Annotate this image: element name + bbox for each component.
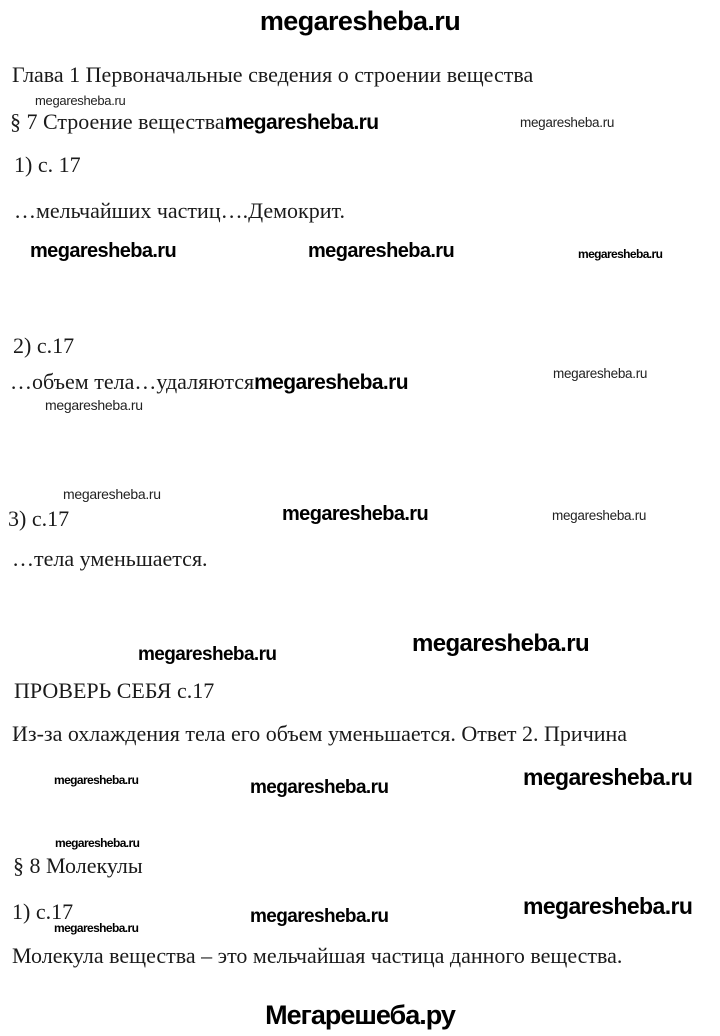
site-watermark: megaresheba.ru [578, 247, 663, 261]
site-watermark: megaresheba.ru [55, 836, 140, 850]
site-watermark: megaresheba.ru [54, 921, 139, 935]
site-watermark: megaresheba.ru [224, 111, 379, 134]
section-8-heading: § 8 Молекулы [13, 853, 143, 878]
site-watermark: megaresheba.ru [412, 630, 590, 657]
site-watermark: megaresheba.ru [45, 397, 143, 413]
task-2-label: 2) с.17 [13, 333, 75, 358]
site-watermark: megaresheba.ru [308, 240, 455, 262]
task-3-label: 3) с.17 [8, 506, 70, 531]
section-8-task-1-answer: Молекула вещества – это мельчайшая частица данного вещества. [12, 943, 623, 968]
site-watermark: megaresheba.ru [523, 764, 693, 790]
task-2-answer-row [10, 369, 408, 395]
site-watermark-header: megaresheba.ru [259, 6, 461, 36]
site-watermark: megaresheba.ru [250, 777, 389, 798]
site-watermark: megaresheba.ru [250, 906, 389, 927]
site-watermark: megaresheba.ru [553, 366, 648, 381]
site-watermark: megaresheba.ru [54, 773, 139, 787]
site-watermark: megaresheba.ru [520, 115, 615, 130]
task-1-answer: …мельчайших частиц….Демокрит. [14, 198, 345, 223]
site-watermark: megaresheba.ru [254, 371, 408, 394]
site-watermark: megaresheba.ru [138, 644, 277, 665]
site-watermark: megaresheba.ru [523, 893, 693, 919]
task-3-answer: …тела уменьшается. [12, 546, 208, 571]
section-7-heading-row [10, 109, 378, 135]
chapter-title: Глава 1 Первоначальные сведения о строении вещества [12, 62, 534, 87]
site-watermark: megaresheba.ru [63, 486, 161, 502]
section-7-heading: § 7 Строение вещества [10, 109, 225, 134]
site-watermark: megaresheba.ru [35, 93, 126, 108]
site-watermark: megaresheba.ru [282, 503, 429, 525]
task-2-answer: …объем тела…удаляются [10, 369, 255, 394]
task-1-label: 1) с. 17 [14, 152, 81, 177]
section-8-task-1-label: 1) с.17 [12, 899, 74, 924]
check-yourself-answer: Из-за охлаждения тела его объем уменьшается. Ответ 2. Причина [12, 721, 628, 746]
check-yourself-heading: ПРОВЕРЬ СЕБЯ с.17 [14, 678, 215, 703]
footer-brand: Мегарешеба.ру [265, 1000, 455, 1030]
site-watermark: megaresheba.ru [30, 240, 177, 262]
site-watermark: megaresheba.ru [552, 508, 647, 523]
